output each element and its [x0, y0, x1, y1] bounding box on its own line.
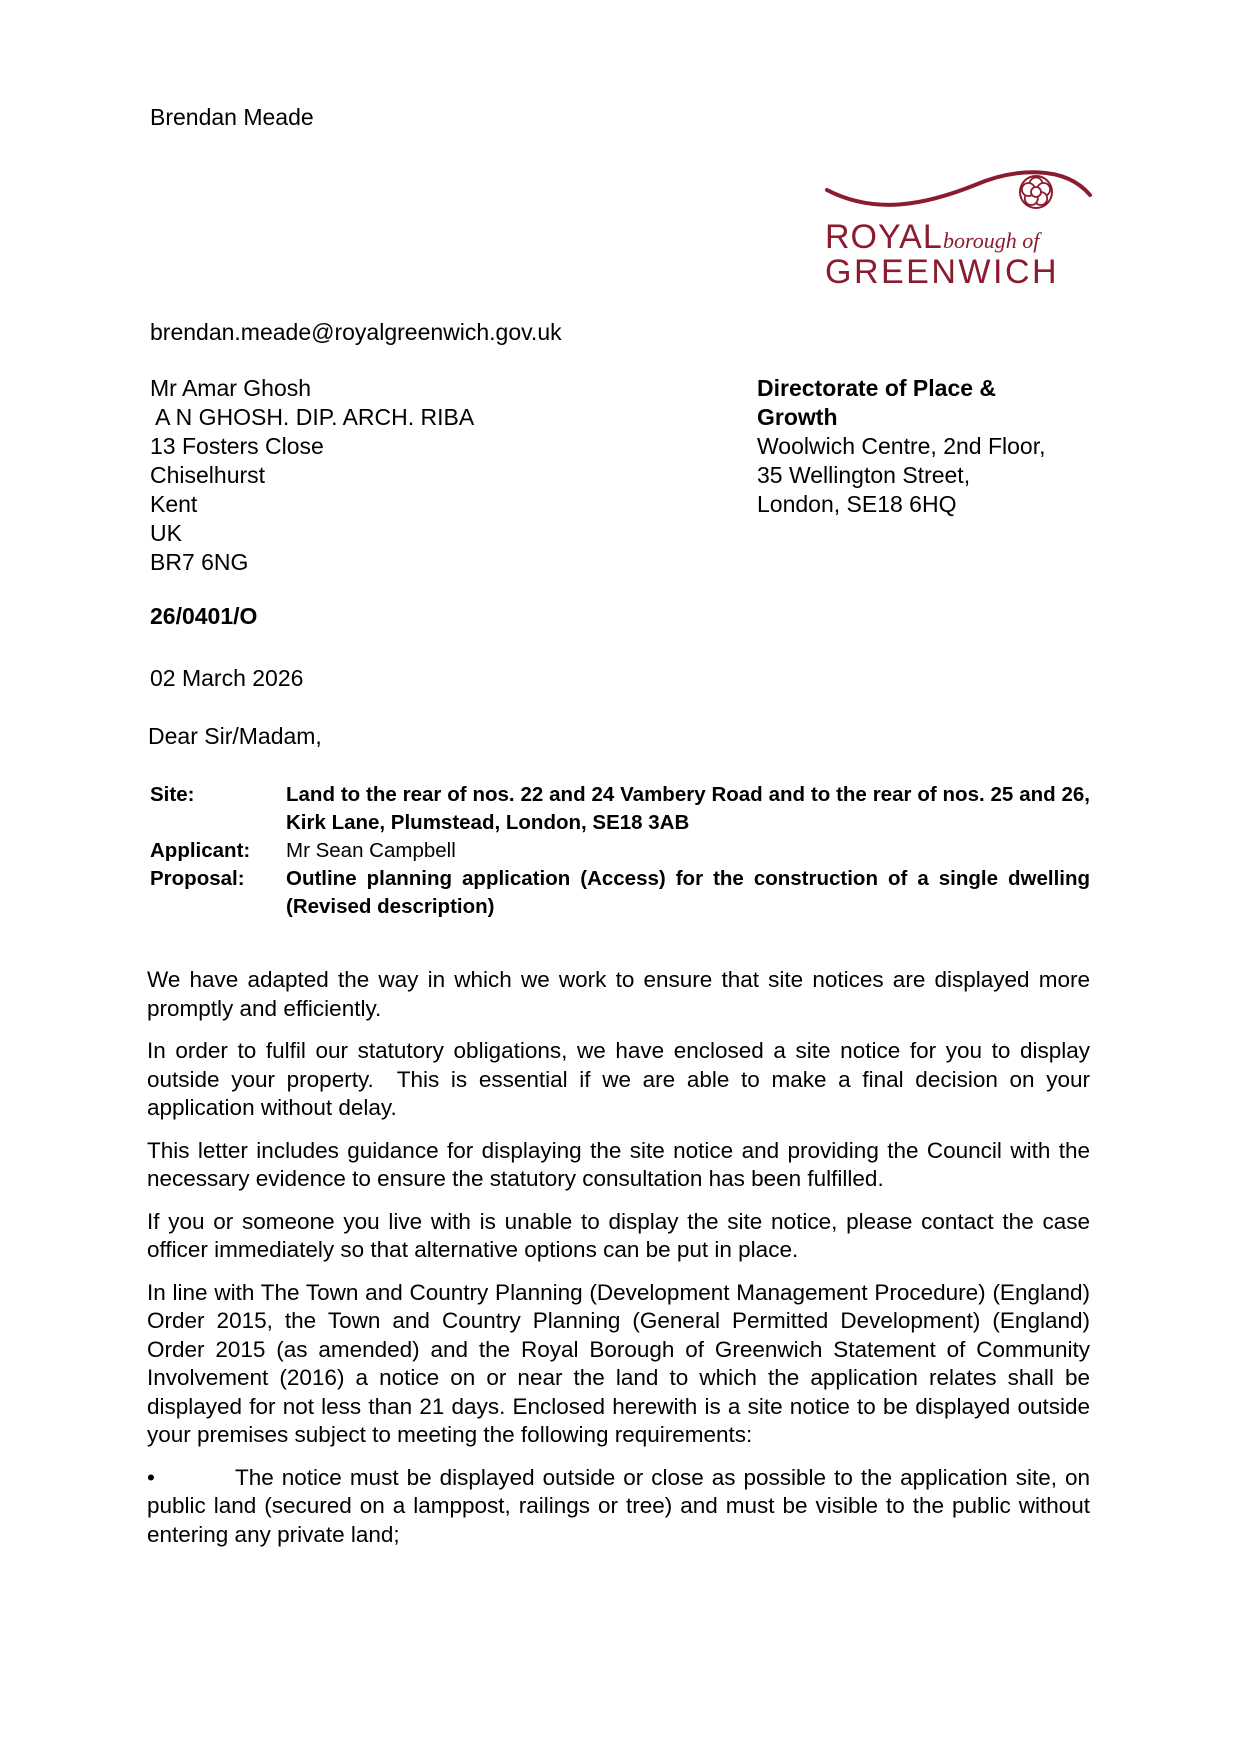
logo-royal-text: ROYAL [825, 218, 943, 256]
recipient-line: 13 Fosters Close [150, 433, 324, 459]
bullet-icon: • [147, 1464, 155, 1490]
bullet-text: The notice must be displayed outside or close as possible to the application site, on public land (secured on a lamppost, railings or tree) and must be visible to the public without entering any private land; [147, 1464, 1090, 1547]
logo-greenwich-text: GREENWICH [825, 253, 1060, 291]
letter-body [147, 966, 1097, 1563]
directorate-title: Growth [757, 404, 838, 430]
recipient-line: Chiselhurst [150, 462, 266, 488]
applicant-value: Mr Sean Campbell [286, 839, 456, 862]
proposal-label: Proposal: [150, 867, 245, 890]
recipient-line: Kent [150, 491, 198, 517]
directorate-address-line: Woolwich Centre, 2nd Floor, [757, 433, 1046, 459]
salutation: Dear Sir/Madam, [148, 723, 322, 749]
site-value: Land to the rear of nos. 22 and 24 Vambery Road and to the rear of nos. 25 and 26, Kirk Lane, Plumstead, London, SE18 3AB [286, 783, 1090, 834]
body-paragraph: We have adapted the way in which we work to ensure that site notices are displayed more promptly and efficiently. [147, 967, 1090, 1021]
applicant-label: Applicant: [150, 839, 251, 862]
letter-date: 02 March 2026 [150, 665, 304, 691]
recipient-line: Mr Amar Ghosh [150, 375, 312, 401]
recipient-line: A N GHOSH. DIP. ARCH. RIBA [150, 404, 475, 430]
sender-name: Brendan Meade [150, 104, 314, 130]
proposal-row [150, 865, 1090, 921]
application-reference: 26/0401/O [150, 603, 258, 629]
directorate-address [757, 374, 1046, 519]
body-paragraph: In line with The Town and Country Planning (Development Management Procedure) (England) Order 2015, the Town and Country Planning (General Permitted Development) (England) Order 2015 (as amended) and the Royal Borough of Greenwich Statement of Community Involvement (2016) a notice on or near the land to which the application relates shall be displayed for not less than 21 days. Enclosed herewith is a site notice to be displayed outside your premises subject to meeting the following requirements: [147, 1279, 1090, 1447]
directorate-address-line: London, SE18 6HQ [757, 491, 957, 517]
logo-borough-text: borough of [943, 228, 1040, 253]
tudor-rose-icon [1020, 176, 1052, 208]
body-paragraph: In order to fulfil our statutory obligations, we have enclosed a site notice for you to display outside your property. This is essential if we are able to make a final decision on your application without delay. [147, 1038, 1097, 1120]
directorate-address-line: 35 Wellington Street, [757, 462, 971, 488]
recipient-address [150, 374, 474, 577]
body-paragraph: This letter includes guidance for displaying the site notice and providing the Council with the necessary evidence to ensure the statutory consultation has been fulfilled. [147, 1137, 1090, 1191]
logo-swoosh-icon [815, 160, 1095, 300]
requirement-bullet [147, 1464, 1090, 1550]
application-details [150, 781, 1090, 921]
body-paragraph: If you or someone you live with is unable to display the site notice, please contact the case officer immediately so that alternative options can be put in place. [147, 1208, 1090, 1262]
site-row [150, 781, 1090, 837]
sender-email: brendan.meade@royalgreenwich.gov.uk [150, 319, 562, 345]
directorate-title: Directorate of Place & [757, 375, 997, 401]
recipient-line: UK [150, 520, 182, 546]
proposal-value: Outline planning application (Access) for the construction of a single dwelling (Revised description) [286, 867, 1090, 918]
recipient-line: BR7 6NG [150, 549, 249, 575]
site-label: Site: [150, 783, 195, 806]
royal-greenwich-logo [815, 160, 1095, 300]
applicant-row [150, 837, 1090, 865]
